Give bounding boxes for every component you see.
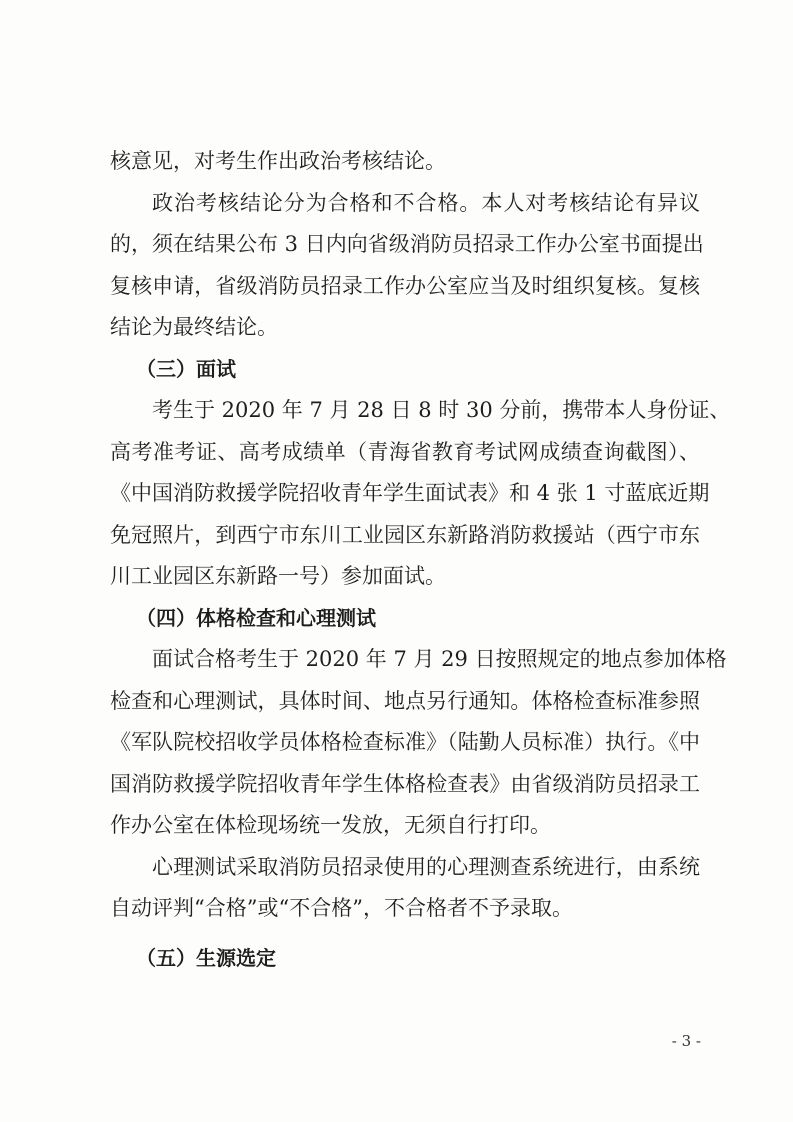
spacer <box>110 930 700 938</box>
text-line: 川工业园区东新路一号）参加面试。 <box>110 564 446 588</box>
text-line: 检查和心理测试，具体时间、地点另行通知。体格检查标准参照 <box>110 688 700 713</box>
text-line: 面试合格考生于 2020 年 7 月 29 日按照规定的地点参加体格 <box>152 647 727 671</box>
section-heading <box>110 598 700 640</box>
document-body <box>110 141 731 979</box>
text-line: 心理测试采取消防员招录使用的心理测查系统进行，由系统 <box>152 854 700 879</box>
text-line: 高考准考证、高考成绩单（青海省教育考试网成绩查询截图）、 <box>110 439 700 464</box>
text-line: （四）体格检查和心理测试 <box>136 605 376 630</box>
text-line: 复核申请，省级消防员招录工作办公室应当及时组织复核。复核 <box>110 273 700 298</box>
section-heading <box>110 349 700 391</box>
paragraph <box>110 639 727 847</box>
text-line: 国消防救援学院招收青年学生体格检查表》由省级消防员招录工 <box>110 771 700 796</box>
text-line: 核意见，对考生作出政治考核结论。 <box>110 149 446 173</box>
text-line: 《中国消防救援学院招收青年学生面试表》和 4 张 1 寸蓝底近期 <box>110 481 710 505</box>
text-line: 的，须在结果公布 3 日内向省级消防员招录工作办公室书面提出 <box>110 232 704 256</box>
text-line: 考生于 2020 年 7 月 28 日 8 时 30 分前，携带本人身份证、 <box>152 398 731 422</box>
text-line: （五）生源选定 <box>136 945 276 970</box>
text-line: 自动评判“合格”或“不合格”，不合格者不予录取。 <box>110 896 573 920</box>
paragraph <box>110 847 700 930</box>
section-heading <box>110 938 700 980</box>
text-line: 结论为最终结论。 <box>110 315 278 339</box>
text-line: （三）面试 <box>136 356 236 381</box>
page-number: - 3 - <box>671 1032 701 1050</box>
text-line: 作办公室在体检现场统一发放，无须自行打印。 <box>110 813 551 837</box>
text-line: 《军队院校招收学员体格检查标准》（陆勤人员标准）执行。《中 <box>110 730 700 754</box>
paragraph <box>110 390 731 598</box>
paragraph <box>110 183 704 349</box>
paragraph <box>110 141 700 183</box>
text-line: 免冠照片，到西宁市东川工业园区东新路消防救援站（西宁市东 <box>110 522 700 547</box>
text-line: 政治考核结论分为合格和不合格。本人对考核结论有异议 <box>152 190 700 215</box>
